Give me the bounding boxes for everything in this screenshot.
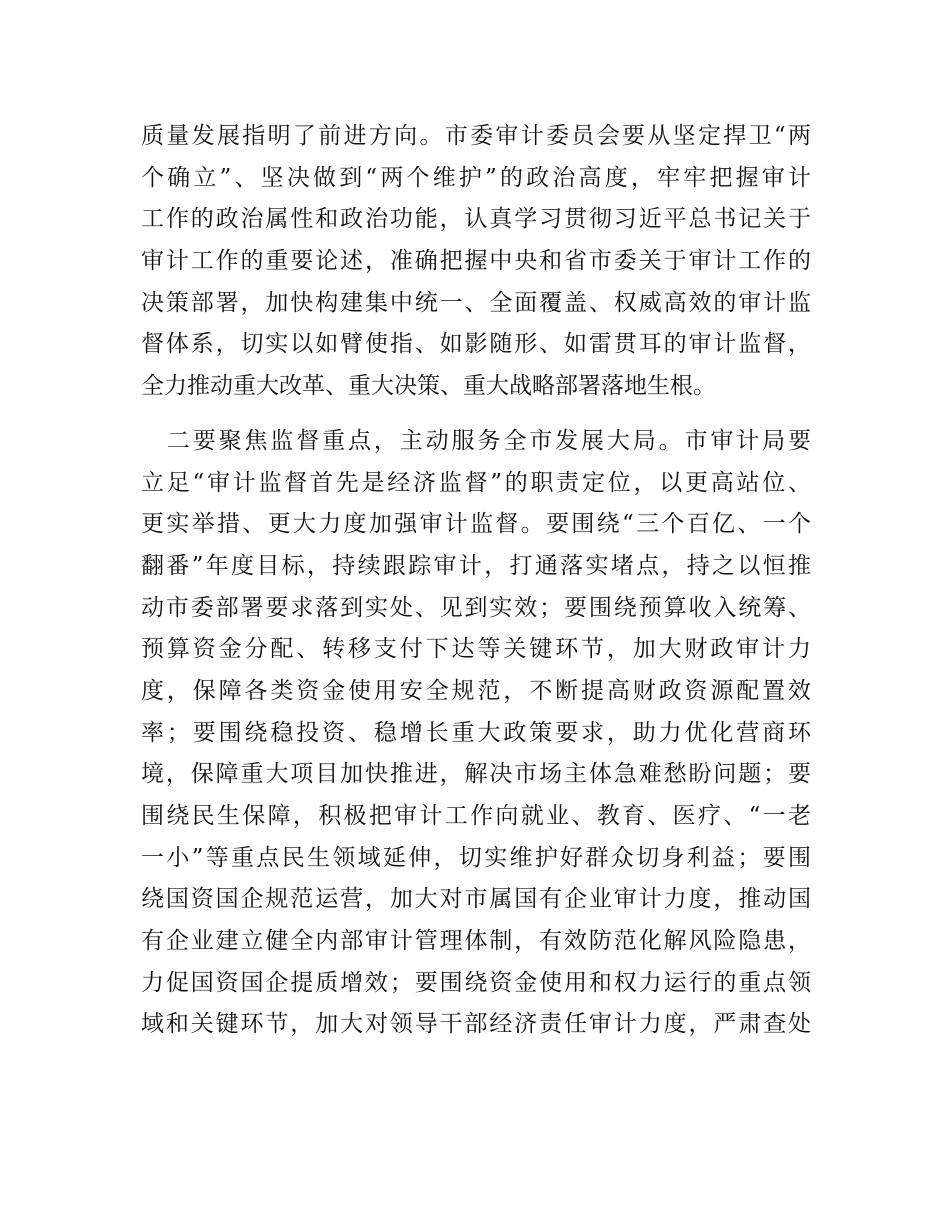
document-body	[141, 116, 811, 1046]
text-line: 全力推动重大改革、重大决策、重大战略部署落地生根。	[141, 373, 716, 400]
text-line: 工作的政治属性和政治功能，认真学习贯彻习近平总书记关于	[141, 206, 811, 233]
text-line: 绕国资国企规范运营，加大对市属国有企业审计力度，推动国	[141, 886, 811, 913]
text-line: 质量发展指明了前进方向。市委审计委员会要从坚定捍卫“两	[141, 123, 811, 149]
text-line: 一小”等重点民生领域延伸，切实维护好群众切身利益；要围	[141, 844, 811, 871]
text-line: 预算资金分配、转移支付下达等关键环节，加大财政审计力	[141, 636, 811, 663]
text-line: 二要聚焦监督重点，主动服务全市发展大局。市审计局要	[141, 427, 811, 454]
text-line: 围绕民生保障，积极把审计工作向就业、教育、医疗、“一老	[141, 803, 811, 829]
text-line: 率；要围绕稳投资、稳增长重大政策要求，助力优化营商环	[141, 719, 811, 746]
text-line: 立足“审计监督首先是经济监督”的职责定位，以更高站位、	[141, 469, 811, 496]
text-line: 审计工作的重要论述，准确把握中央和省市委关于审计工作的	[141, 248, 811, 275]
text-line: 更实举措、更大力度加强审计监督。要围绕“三个百亿、一个	[141, 511, 811, 538]
text-line: 力促国资国企提质增效；要围绕资金使用和权力运行的重点领	[141, 969, 811, 996]
text-line: 有企业建立健全内部审计管理体制，有效防范化解风险隐患，	[141, 928, 811, 955]
text-line: 动市委部署要求落到实处、见到实效；要围绕预算收入统筹、	[141, 594, 811, 621]
text-line: 域和关键环节，加大对领导干部经济责任审计力度，严肃查处	[141, 1011, 811, 1038]
paragraph-2	[141, 421, 811, 1046]
paragraph-gap	[141, 408, 811, 421]
text-line: 决策部署，加快构建集中统一、全面覆盖、权威高效的审计监	[141, 289, 811, 316]
text-line: 督体系，切实以如臂使指、如影随形、如雷贯耳的审计监督，	[141, 331, 811, 358]
text-line: 度，保障各类资金使用安全规范，不断提高财政资源配置效	[141, 677, 811, 704]
text-line: 翻番”年度目标，持续跟踪审计，打通落实堵点，持之以恒推	[141, 552, 811, 579]
text-line: 个确立”、坚决做到“两个维护”的政治高度，牢牢把握审计	[141, 164, 811, 191]
paragraph-1	[141, 116, 811, 408]
text-line: 境，保障重大项目加快推进，解决市场主体急难愁盼问题；要	[141, 761, 811, 788]
